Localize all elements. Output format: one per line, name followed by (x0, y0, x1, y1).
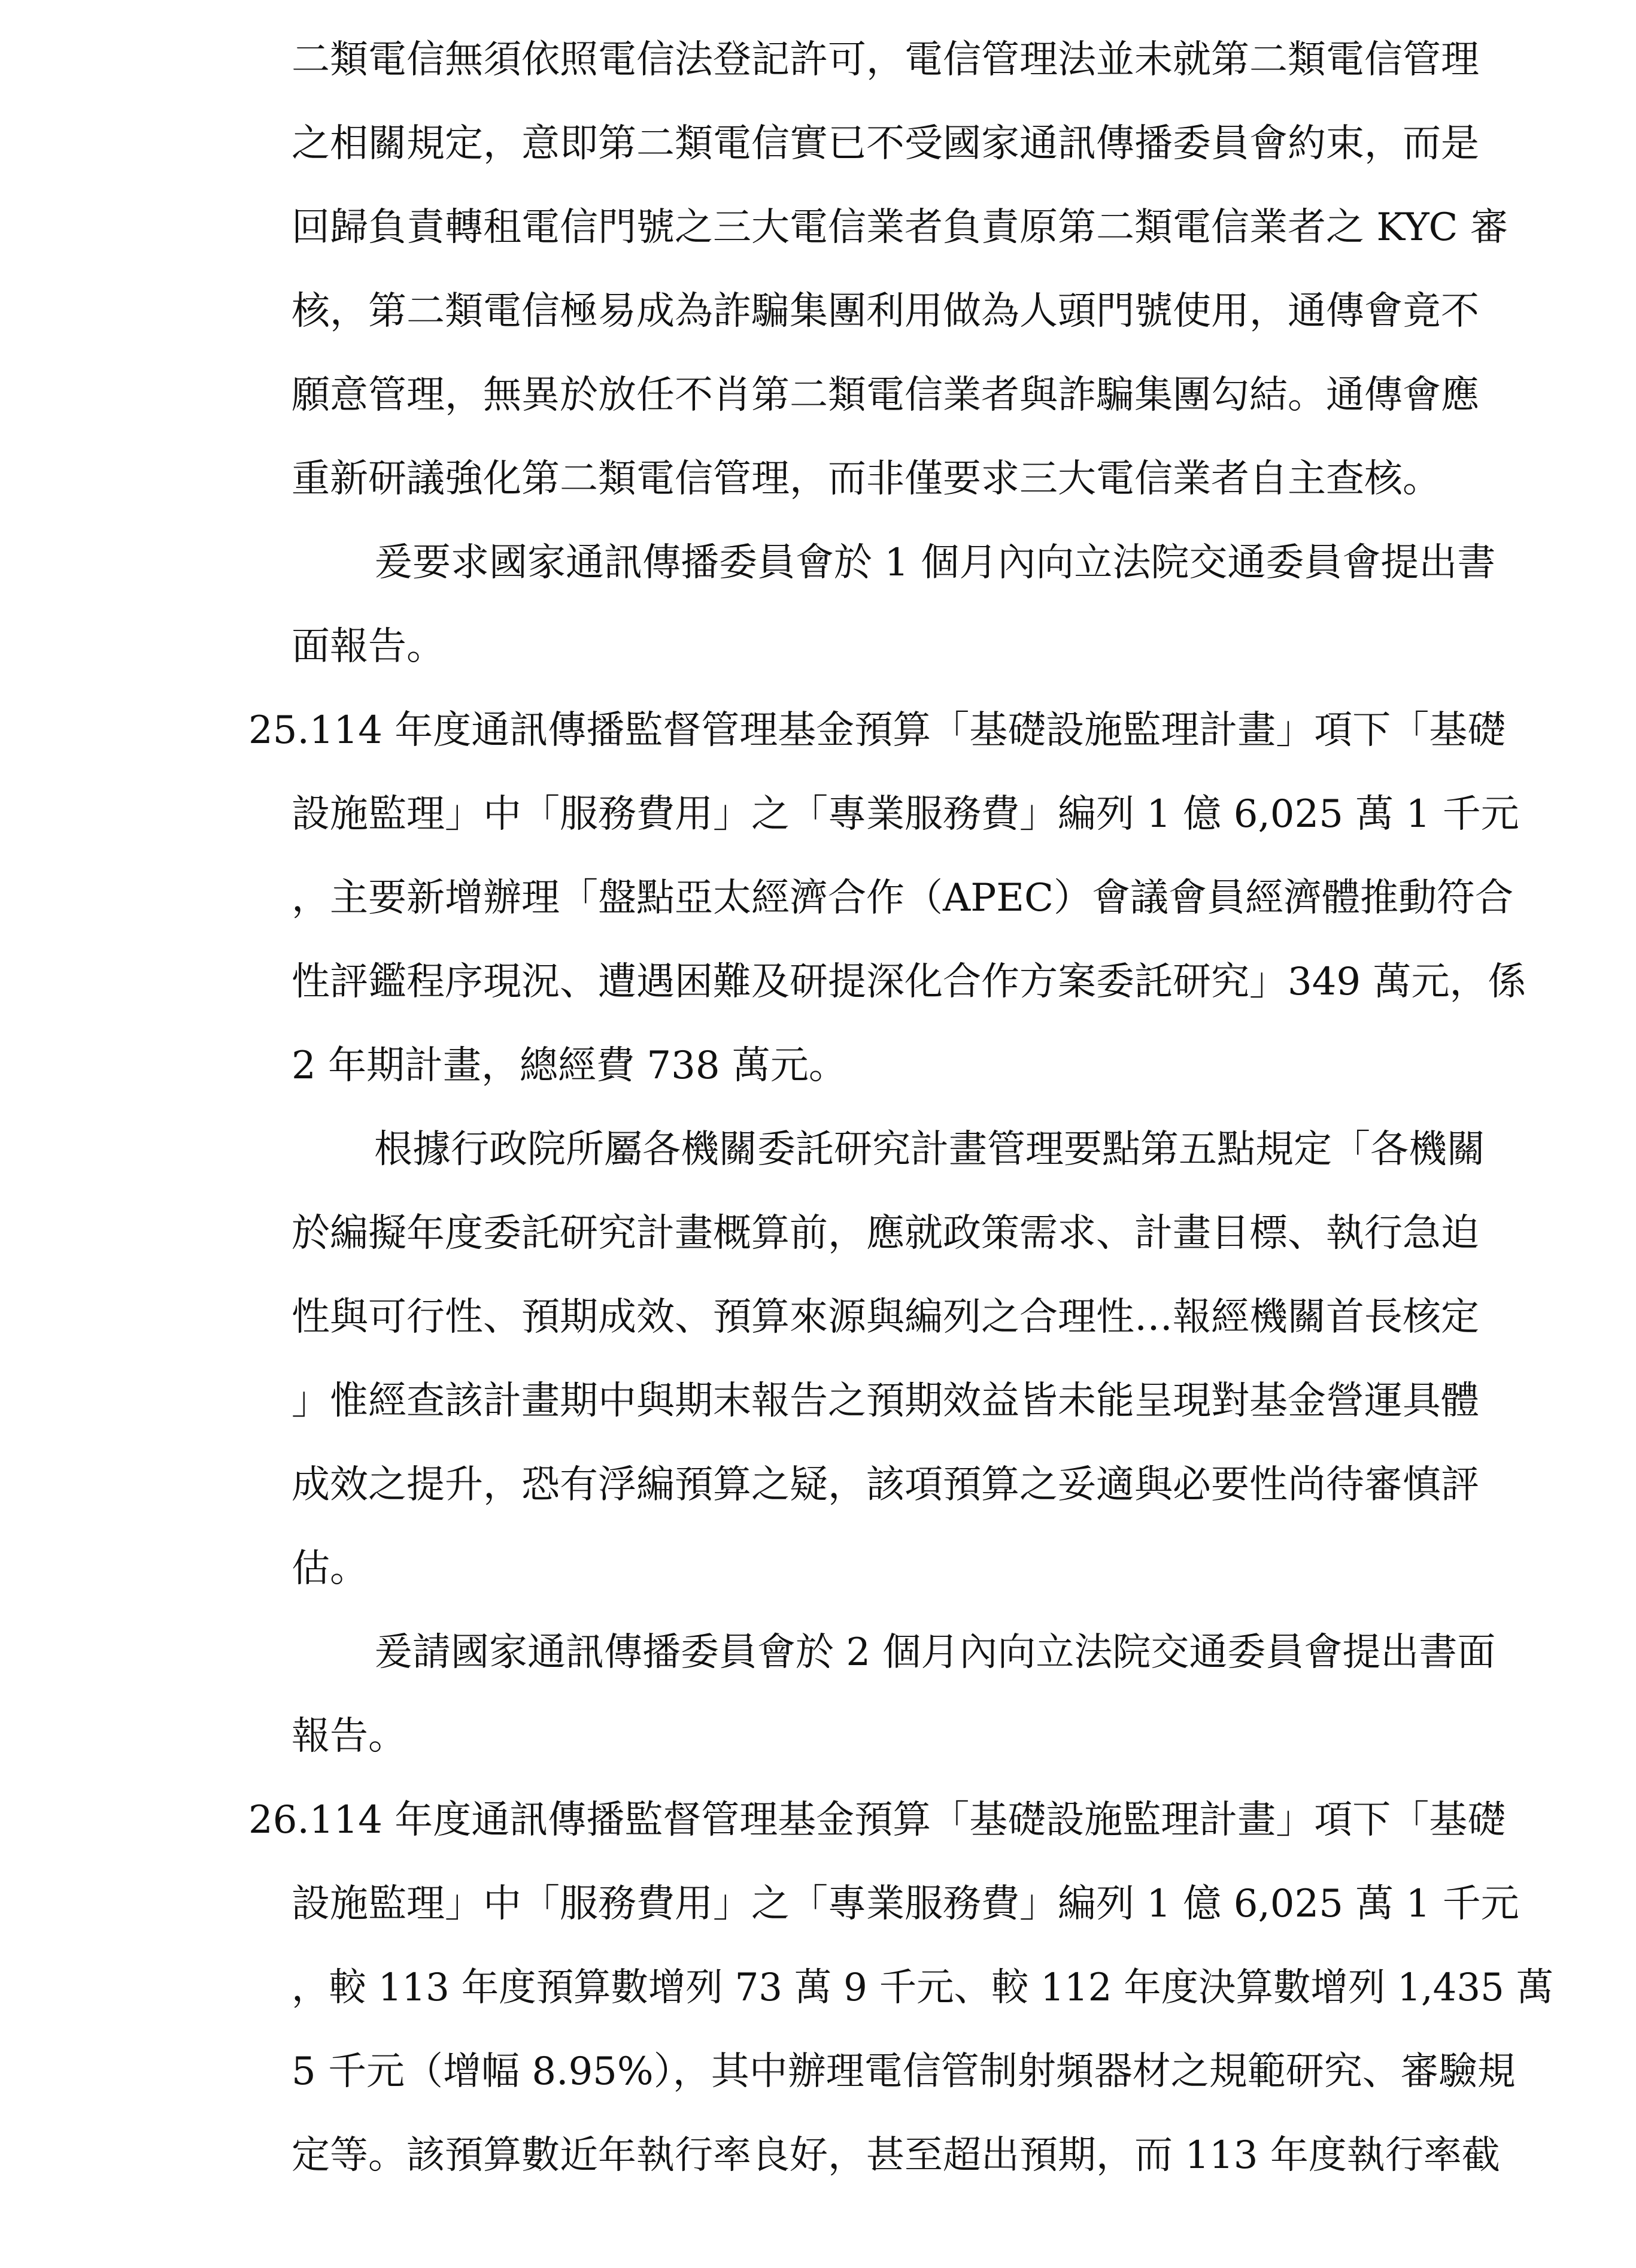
text-line-10: 設施監理」中「服務費用」之「專業服務費」編列 1 億 6,025 萬 1 千元 (292, 792, 1519, 836)
text-line-20: 爰請國家通訊傳播委員會於 2 個月內向立法院交通委員會提出書面 (374, 1630, 1496, 1675)
text-line-24: ，較 113 年度預算數增列 73 萬 9 千元、較 112 年度決算數增列 1,435 萬 (292, 1966, 1554, 2010)
text-line-15: 於編擬年度委託研究計畫概算前，應就政策需求、計畫目標、執行急迫 (292, 1211, 1479, 1256)
item-26-heading-line: 26.114 年度通訊傳播監督管理基金預算「基礎設施監理計畫」項下「基礎 (248, 1798, 1506, 1842)
text-line-3: 回歸負責轉租電信門號之三大電信業者負責原第二類電信業者之 KYC 審 (292, 205, 1508, 250)
text-line-13: 2 年期計畫，總經費 738 萬元。 (292, 1044, 847, 1088)
text-line-5: 願意管理，無異於放任不肖第二類電信業者與詐騙集團勾結。通傳會應 (292, 373, 1479, 417)
text-line-11: ，主要新增辦理「盤點亞太經濟合作（APEC）會議會員經濟體推動符合 (292, 876, 1513, 920)
text-line-6: 重新研議強化第二類電信管理，而非僅要求三大電信業者自主查核。 (292, 457, 1441, 501)
text-line-19: 估。 (292, 1547, 368, 1591)
text-line-4: 核，第二類電信極易成為詐騙集團利用做為人頭門號使用，通傳會竟不 (292, 289, 1479, 333)
text-line-21: 報告。 (292, 1714, 406, 1758)
text-line-14: 根據行政院所屬各機關委託研究計畫管理要點第五點規定「各機關 (374, 1127, 1485, 1172)
item-25-heading-line: 25.114 年度通訊傳播監督管理基金預算「基礎設施監理計畫」項下「基礎 (248, 708, 1506, 753)
text-line-8: 面報告。 (292, 624, 445, 669)
text-line-17: 」惟經查該計畫期中與期末報告之預期效益皆未能呈現對基金營運具體 (292, 1379, 1479, 1423)
text-line-12: 性評鑑程序現況、遭遇困難及研提深化合作方案委託研究」349 萬元，係 (292, 960, 1526, 1004)
text-line-18: 成效之提升，恐有浮編預算之疑，該項預算之妥適與必要性尚待審慎評 (292, 1463, 1479, 1507)
text-line-2: 之相關規定，意即第二類電信實已不受國家通訊傳播委員會約束，而是 (292, 122, 1479, 166)
text-line-23: 設施監理」中「服務費用」之「專業服務費」編列 1 億 6,025 萬 1 千元 (292, 1882, 1519, 1926)
text-line-1: 二類電信無須依照電信法登記許可，電信管理法並未就第二類電信管理 (292, 38, 1479, 82)
text-line-7: 爰要求國家通訊傳播委員會於 1 個月內向立法院交通委員會提出書 (374, 541, 1496, 585)
text-line-16: 性與可行性、預期成效、預算來源與編列之合理性…報經機關首長核定 (292, 1295, 1479, 1339)
text-line-26: 定等。該預算數近年執行率良好，甚至超出預期，而 113 年度執行率截 (292, 2133, 1500, 2178)
text-line-25: 5 千元（增幅 8.95%），其中辦理電信管制射頻器材之規範研究、審驗規 (292, 2049, 1516, 2094)
